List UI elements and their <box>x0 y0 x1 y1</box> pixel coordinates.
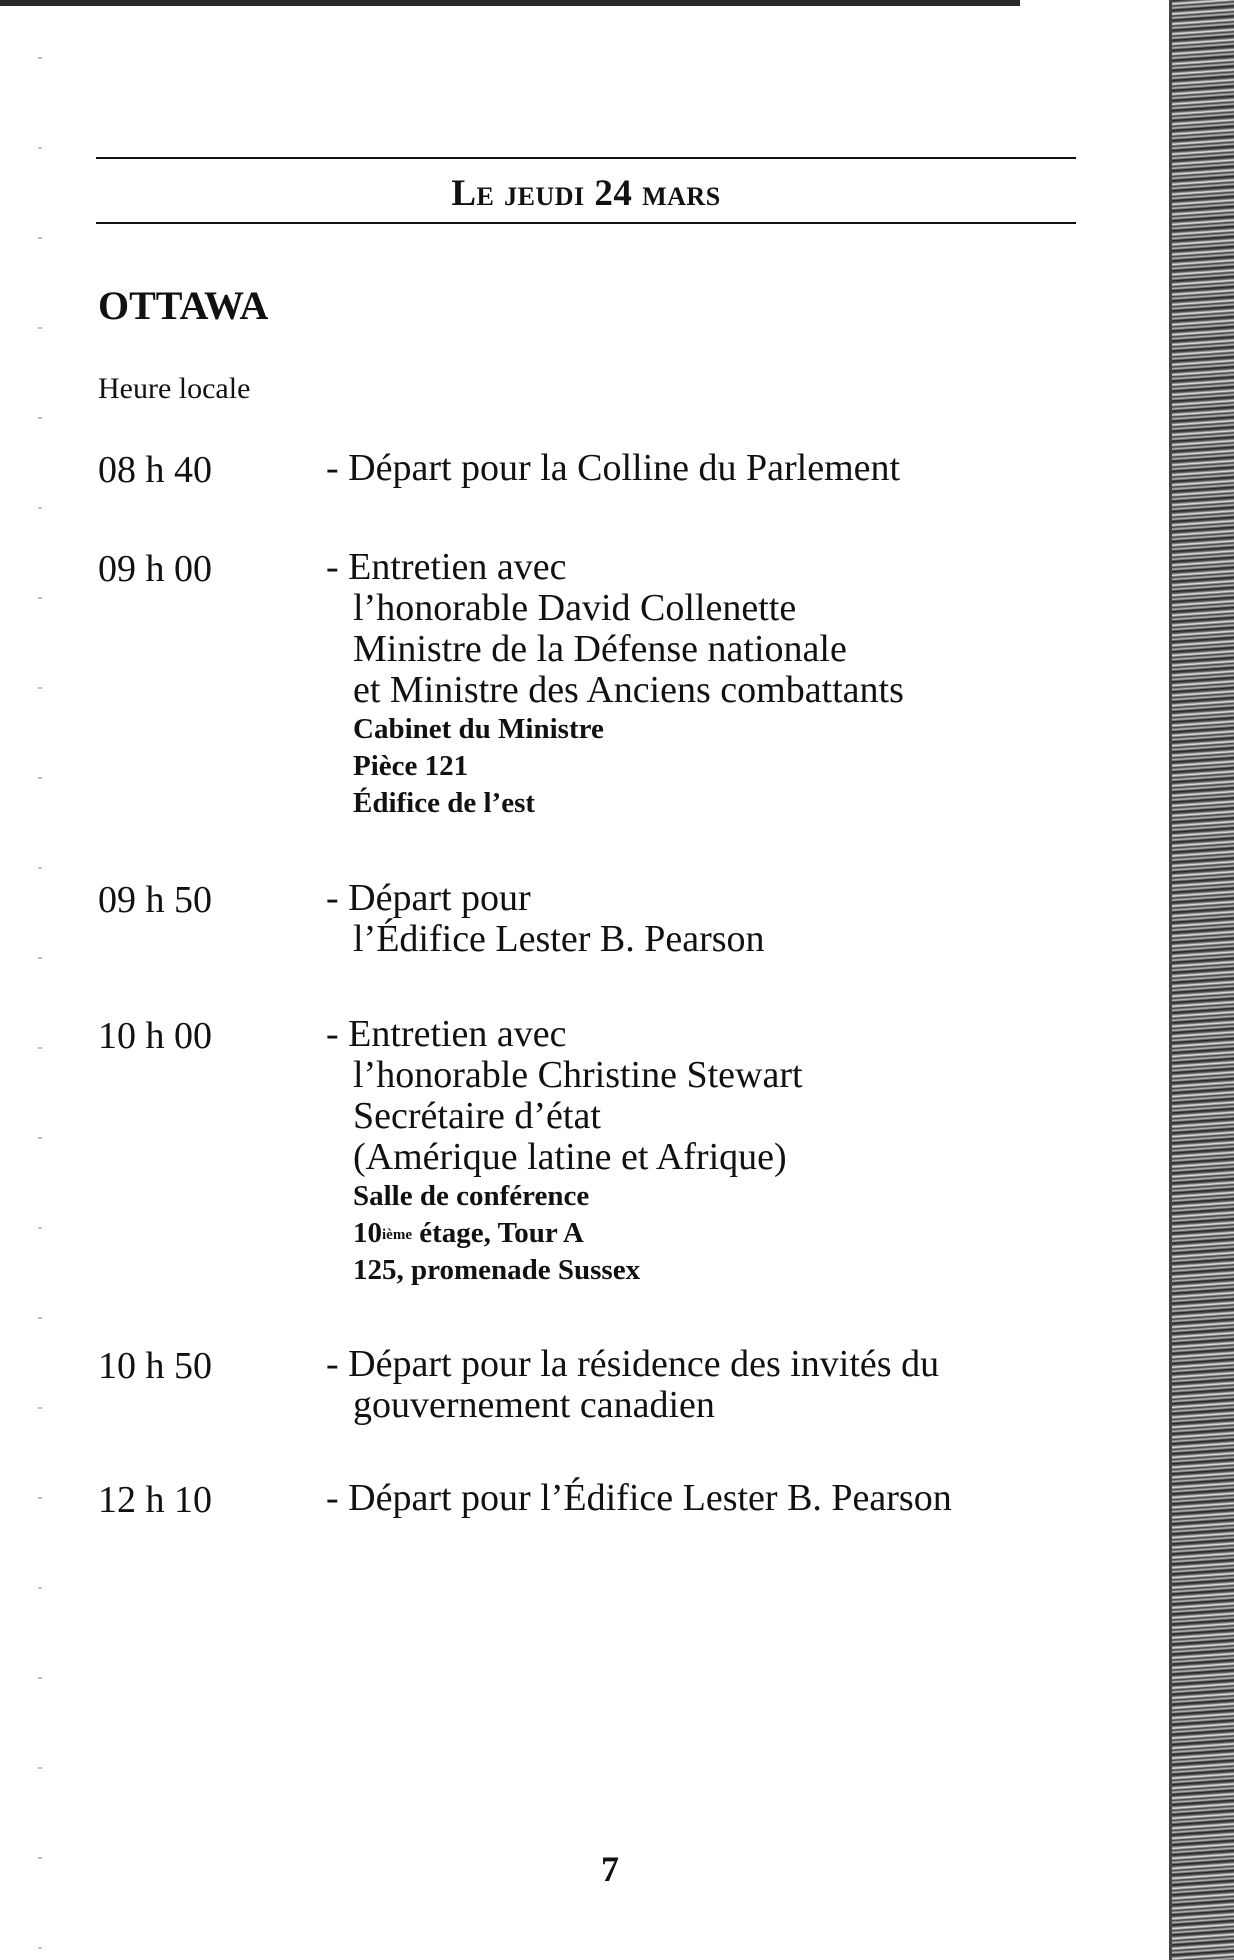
entry-line: Ministre de la Défense nationale <box>353 628 847 670</box>
entry-line: (Amérique latine et Afrique) <box>353 1136 787 1178</box>
entry-line: Secrétaire d’état <box>353 1095 601 1137</box>
entry-description <box>326 1014 1086 1289</box>
entry-description <box>326 547 1086 822</box>
title-rule-top <box>96 157 1076 159</box>
scan-right-edge <box>1172 0 1234 1960</box>
entry-line: gouvernement canadien <box>353 1384 715 1426</box>
entry-line: l’Édifice Lester B. Pearson <box>353 918 765 960</box>
entry-line: et Ministre des Anciens combattants <box>353 669 904 711</box>
page-number: 7 <box>601 1849 619 1889</box>
entry-line: - Départ pour la Colline du Parlement <box>326 447 901 489</box>
entry-description <box>326 1344 1086 1426</box>
entry-location-line: Édifice de l’est <box>353 787 536 819</box>
page-title: Le jeudi 24 mars <box>451 173 721 214</box>
entry-line: - Entretien avec <box>326 1013 567 1055</box>
entry-line: l’honorable David Collenette <box>353 587 797 629</box>
entry-time: 09 h 50 <box>98 879 212 921</box>
entry-time: 10 h 50 <box>98 1345 212 1387</box>
entry-time: 09 h 00 <box>98 548 212 590</box>
entry-line: - Départ pour l’Édifice Lester B. Pearson <box>326 1477 952 1519</box>
floor-text: étage, Tour A <box>411 1217 584 1249</box>
entry-location-line: Salle de conférence <box>353 1180 590 1212</box>
entry-line: - Entretien avec <box>326 546 567 588</box>
entry-location-line <box>326 1215 1086 1252</box>
entry-location-line: 125, promenade Sussex <box>353 1254 641 1286</box>
floor-number: 10 <box>353 1217 382 1249</box>
entry-description <box>326 878 1086 960</box>
entry-time: 12 h 10 <box>98 1479 212 1521</box>
scan-top-edge <box>0 0 1020 6</box>
entry-line: - Départ pour la résidence des invités du <box>326 1343 940 1385</box>
ordinal-suffix: ième <box>382 1227 412 1243</box>
entry-description <box>326 1478 1086 1519</box>
entry-line: l’honorable Christine Stewart <box>353 1054 803 1096</box>
city-heading: OTTAWA <box>98 283 269 328</box>
title-rule-bottom <box>96 222 1076 224</box>
entry-location-line: Cabinet du Ministre <box>353 713 604 745</box>
time-label: Heure locale <box>98 372 251 405</box>
entry-line: - Départ pour <box>326 877 531 919</box>
entry-time: 10 h 00 <box>98 1015 212 1057</box>
entry-location-line: Pièce 121 <box>353 750 469 782</box>
entry-time: 08 h 40 <box>98 449 212 491</box>
entry-description <box>326 448 1086 489</box>
scan-left-specks <box>38 20 42 1950</box>
